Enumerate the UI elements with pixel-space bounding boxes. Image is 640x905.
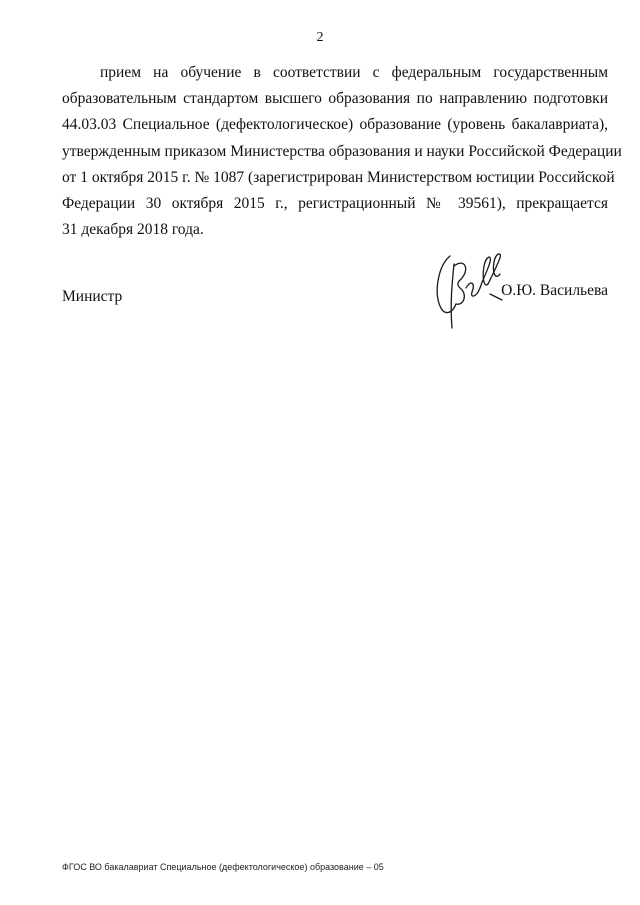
paragraph-line: прием на обучение в соответствии с федеральным государственным	[100, 64, 608, 81]
paragraph-line: 44.03.03 Специальное (дефектологическое) образование (уровень бакалавриата),	[62, 116, 608, 134]
paragraph-line: от 1 октября 2015 г. № 1087 (зарегистрирован Министерством юстиции Российской	[62, 168, 615, 186]
page-number: 2	[316, 30, 324, 45]
paragraph-line: образовательным стандартом высшего образования по направлению подготовки	[62, 90, 608, 108]
handwritten-signature	[430, 244, 510, 334]
body-paragraph	[62, 60, 622, 243]
paragraph-line: утвержденным приказом Министерства образования и науки Российской Федерации	[62, 142, 622, 160]
paragraph-line: Федерации 30 октября 2015 г., регистрационный № 39561), прекращается	[62, 194, 608, 212]
document-footer: ФГОС ВО бакалавриат Специальное (дефектологическое) образование – 05	[62, 862, 384, 872]
paragraph-line: 31 декабря 2018 года.	[62, 221, 204, 239]
signer-position: Министр	[62, 288, 123, 305]
signer-name: О.Ю. Васильева	[501, 282, 608, 299]
signature-block	[62, 280, 608, 340]
